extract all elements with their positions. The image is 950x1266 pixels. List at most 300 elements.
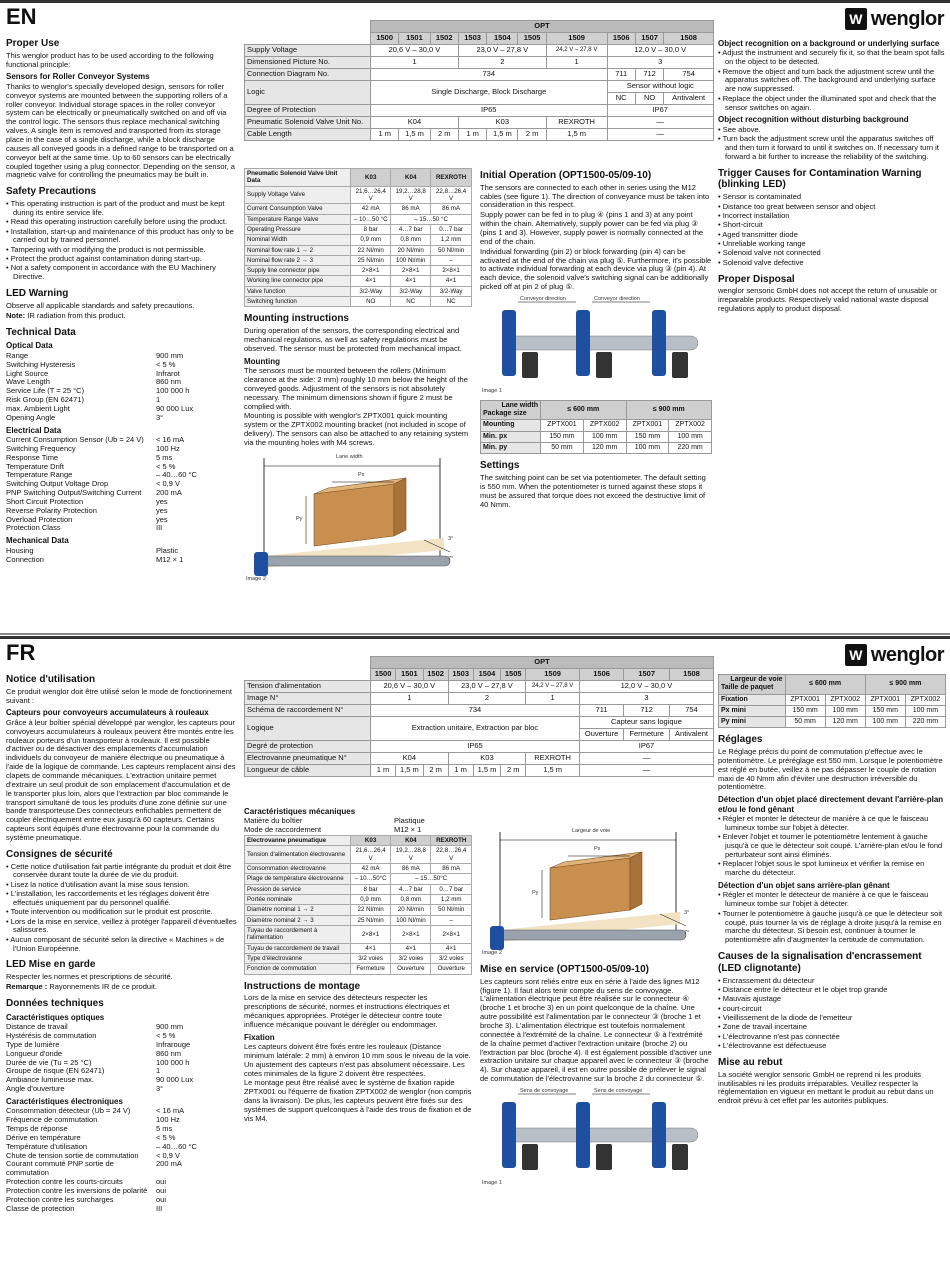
logic-sub-title: Capteur sans logique (579, 717, 713, 729)
wenglor-logo-icon: W (845, 8, 867, 30)
valve-value: K03 (458, 117, 546, 129)
valve-cell: 4×1 (391, 276, 431, 286)
valve-cell: 86 mA (391, 204, 431, 214)
trigger-items (718, 977, 946, 1051)
pkg-cell: ZPTX002 (825, 694, 865, 705)
cable-value: 1 m (371, 765, 396, 777)
opt-model: 1501 (399, 33, 430, 45)
list-item: • Lisez la notice d'utilisation avant la mise sous tension. (6, 881, 238, 890)
valve-cell: 20 Nl/min (391, 905, 431, 915)
valve-cell: 4…7 bar (391, 884, 431, 894)
spec-label: PNP Switching Output/Switching Current (6, 488, 142, 498)
column-operation (480, 822, 712, 1266)
column-general (6, 32, 238, 632)
pkg-head: ≤ 600 mm (785, 675, 865, 695)
spec-label: Hystérésis de commutation (6, 1031, 97, 1041)
valve-value: K04 (371, 117, 459, 129)
valve-cell: – 15…50°C (391, 874, 472, 884)
dim-value: 1 (526, 693, 580, 705)
valve-cell: 8 bar (350, 884, 390, 894)
cable-value: 1 m (458, 129, 486, 141)
valve-cell: 0,9 mm (351, 235, 391, 245)
section-divider (0, 633, 950, 635)
electrical-title: Electrical Data (6, 425, 62, 435)
valve-cell: 86 mA (431, 204, 472, 214)
valve-cell: 1,2 mm (431, 235, 472, 245)
spec-label: Durée de vie (Tu = 25 °C) (6, 1057, 92, 1067)
pkg-cell: 220 mm (669, 442, 712, 453)
valve-cell: Ouverture (391, 964, 431, 974)
package-table (480, 400, 712, 454)
column-valve-mounting (244, 804, 472, 1266)
supply-value: 12,0 V – 30,0 V (607, 45, 714, 57)
opt-model: 1505 (501, 669, 526, 681)
mounting-title: Instructions de montage (244, 980, 361, 992)
mech-specs-fr (244, 817, 472, 835)
sensor-unit (502, 1102, 516, 1168)
valve-row (245, 286, 472, 296)
valve-cell: 4×1 (350, 943, 390, 953)
pkg-cell: Min. px (481, 431, 541, 442)
package-size-label: Taille de paquet (721, 684, 774, 692)
opt-model: 1507 (624, 669, 670, 681)
valve-label: Pneumatic Solenoid Valve Unit No. (245, 117, 371, 129)
pkg-row (481, 442, 712, 453)
valve-cell: 3/2-Way (431, 286, 472, 296)
mech-specs (6, 547, 238, 565)
pkg-head: ≤ 900 mm (626, 400, 711, 420)
spec-value: < 0,9 V (156, 1150, 180, 1160)
pkg-row (719, 705, 946, 716)
valve-unit (522, 352, 538, 378)
conn-row (245, 705, 714, 717)
valve-cell: 22 Nl/min (350, 905, 390, 915)
pkg-head: ≤ 600 mm (541, 400, 626, 420)
valve-unit (596, 1144, 612, 1170)
mounting-text3: Le montage peut être réalisé avec le système de fixation rapide ZPTX001 ou l'équerre de fixation ZPTX002 de wenglor (non compris dans la livraison). De plus, les capteurs peuvent être fixés sur des systèmes de support quelconques à l'aide des trous de fixation et de vis M4. (244, 1078, 472, 1123)
spec-value: 3° (156, 1084, 164, 1094)
valve-cell: 0,9 mm (350, 895, 390, 905)
opt-header: OPT (371, 657, 714, 669)
brand-name: wenglor (870, 644, 944, 666)
valve-cell: Pression de service (245, 884, 351, 894)
image2-caption: Image 2 (246, 575, 266, 582)
pkg-cell: 100 mm (583, 431, 626, 442)
list-item: • Distance too great between sensor and object (718, 203, 946, 212)
valve-cell: 22,8…26,4 V (431, 846, 472, 864)
valve-cell: 0…7 bar (431, 224, 472, 234)
valve-cell: – (431, 915, 472, 925)
pkg-head: ≤ 900 mm (865, 675, 945, 695)
conveyor-direction-label: Sens de convoyage (594, 1087, 643, 1094)
spec-label: Ambiance lumineuse max. (6, 1075, 94, 1085)
logic-value: Single Discharge, Block Discharge (371, 81, 608, 105)
valve-cell: 100 Nl/min (391, 915, 431, 925)
valve-row (245, 297, 472, 307)
pkg-cell: 100 mm (626, 442, 669, 453)
degree-row (245, 105, 714, 117)
spec-label: Service Life (T = 25 °C) (6, 386, 85, 396)
list-item: • Encrassement du détecteur (718, 977, 946, 986)
spec-value: 860 nm (156, 1048, 182, 1058)
valve-cell: – 10…50°C (350, 874, 390, 884)
spec-value: yes (156, 496, 168, 506)
valve-cell: Nominal Width (245, 235, 351, 245)
pkg-cell: Fixation (719, 694, 786, 705)
valve-cell: Tuyau de raccordement de travail (245, 943, 351, 953)
language-code: FR (6, 640, 36, 665)
list-item: • Sensor is contaminated (718, 193, 946, 202)
degree-value: IP67 (579, 741, 713, 753)
valve-cell: 2×8×1 (391, 925, 431, 943)
valve-row (245, 846, 472, 864)
list-item: • L'installation, les raccordements et les réglages doivent être effectués uniquement par du personnel qualifié. (6, 890, 238, 908)
opt-model: 1502 (430, 33, 458, 45)
trigger-title: Causes de la signalisation d'encrassement (LED clignotante) (718, 951, 922, 974)
valve-cell: 0,8 mm (391, 895, 431, 905)
list-item: • Régler et monter le détecteur de manière à ce que le faisceau lumineux tombe sur l'objet à détecter. (718, 891, 946, 909)
valve-cell: Current Consumption Valve (245, 204, 351, 214)
angle-7-label: 7° (684, 930, 690, 936)
proper-use-title: Proper Use (6, 38, 60, 49)
supply-row (245, 681, 714, 693)
initial-title: Mise en service (OPT1500-05/09-10) (480, 964, 649, 975)
supply-label: Supply Voltage (245, 45, 371, 57)
list-item: • Incorrect installation (718, 212, 946, 221)
trigger-items (718, 193, 946, 267)
logic-label: Logique (245, 717, 371, 741)
valve-cell: – (431, 255, 472, 265)
dim-value: 2 (448, 693, 526, 705)
valve-cell: 2×8×1 (351, 266, 391, 276)
spec-value: < 5 % (156, 359, 176, 369)
spec-value: yes (156, 514, 168, 524)
list-item: • Replace the object under the illuminated spot and check that the sensor switches on again. (718, 95, 946, 113)
package-table (718, 674, 946, 728)
pkg-row (719, 717, 946, 728)
supply-value: 23,0 V – 27,8 V (448, 681, 526, 693)
valve-unit (672, 352, 688, 378)
package-side (394, 478, 406, 536)
logic-sub: Antivalent (664, 93, 714, 105)
valve-cell: 50 Nl/min (431, 245, 472, 255)
initial-text: Les capteurs sont reliés entre eux en série à l'aide des lignes M12 (figure 1). Il faut alors tenir compte du sens de convoyage. L'alimentation électrique peut être réalisée sur le connecteur ④ (broche 1 et broche 3) en un point quelconque de la chaîne. Une autre possibilité est l'alimentation par le connecteur ③ (broche 1 et broche 3). L'alimentation électrique est toutefois normalement connectée à l'extrémité de la chaîne. Le connecteur ⑤ à l'extrémité de la chaîne permet d'activer l'extraction unitaire (broche 2) ou l'extraction par bloc (broche 4). Il est également possible d'activer une extraction unitaire sur chaque appareil avec le connecteur ③ (broche 4). Sur chaque appareil, il est en outre possible de prélever le signal de commutation de l'électrovanne sur la broche 2 du connecteur ⑤. (480, 976, 712, 1084)
list-item: • Aucun composant de sécurité selon la directive « Machines » de l'Union Européenne. (6, 936, 238, 954)
degree-value: IP65 (371, 741, 580, 753)
spec-label: Overload Protection (6, 514, 73, 524)
valve-cell: 42 mA (350, 864, 390, 874)
pkg-cell: 120 mm (825, 717, 865, 728)
valve-value: — (607, 117, 714, 129)
valve-value: — (579, 753, 713, 765)
pkg-cell: 220 mm (905, 717, 945, 728)
spec-label: Response Time (6, 452, 59, 462)
conn-label: Connection Diagram No. (245, 69, 371, 81)
spec-label: Mode de raccordement (244, 825, 322, 835)
spec-value: Plastique (394, 816, 425, 826)
angle-3-label: 3° (684, 910, 690, 916)
spec-label: Range (6, 350, 29, 360)
valve-cell: NC (431, 297, 472, 307)
opt-model: 1500 (371, 669, 396, 681)
roller-diagram-svg (244, 452, 466, 584)
list-item: • Zone de travail incertaine (718, 1023, 946, 1032)
sensor-unit (652, 1102, 666, 1168)
opt-model: 1504 (487, 33, 518, 45)
pkg-cell: 150 mm (541, 431, 584, 442)
spec-value: oui (156, 1177, 167, 1187)
dim-value: 3 (579, 693, 713, 705)
list-item: • Installation, start-up and maintenance of this product has only to be carried out by trained personnel. (6, 228, 238, 246)
spec-label: Température d'utilisation (6, 1141, 88, 1151)
mech-title: Mechanical Data (6, 536, 69, 546)
spec-value: 200 mA (156, 488, 182, 498)
initial-text: The sensors are connected to each other in series using the M12 cables (see figure 1). The direction of conveyance must be taken into consideration in this respect. (480, 182, 710, 210)
valve-cell: – 10…50 °C (351, 214, 391, 224)
language-code: EN (6, 4, 37, 29)
disposal-text: La société wenglor sensoric GmbH ne reprend ni les produits inutilisables ni les produits irréparables. Veuillez respecter la réglementation en vigueur en mettant le produit au rebut dans un endroit prévu à cet effet par les autorités publiques. (718, 1069, 934, 1106)
valve-row (245, 186, 472, 204)
valve-row (245, 235, 472, 245)
supply-value: 23,0 V – 27,8 V (458, 45, 546, 57)
pkg-cell: 150 mm (626, 431, 669, 442)
valve-value: K03 (448, 753, 526, 765)
valve-cell: NO (351, 297, 391, 307)
valve-label: Electrovanne pneumatique N° (245, 753, 371, 765)
list-item: • Read this operating instruction carefully before using the product. (6, 218, 238, 227)
valve-cell: Switching function (245, 297, 351, 307)
cable-value: 1,5 m (473, 765, 500, 777)
brand-name: wenglor (870, 8, 944, 30)
recog2-items (718, 891, 946, 945)
list-item: • Toute intervention ou modification sur le produit est proscrite. (6, 908, 238, 917)
valve-cell: 21,6…26,4 V (351, 186, 391, 204)
logic-row (245, 717, 714, 729)
valve-cell: Nominal flow rate 1 → 2 (245, 245, 351, 255)
list-item: • Solenoid valve not connected (718, 249, 946, 258)
degree-value: IP65 (371, 105, 608, 117)
led-text: Respecter les normes et prescriptions de sécurité. (6, 972, 173, 982)
mounting-sub: Fixation (244, 1032, 275, 1042)
valve-row (245, 276, 472, 286)
dim-label: Dimensioned Picture No. (245, 57, 371, 69)
logic-sub: NO (635, 93, 663, 105)
cable-row (245, 765, 714, 777)
valve-row (245, 925, 472, 943)
list-item: • Solenoid valve defective (718, 259, 946, 268)
opt-model: 1504 (473, 669, 500, 681)
pkg-cell: ZPTX002 (583, 420, 626, 431)
list-item: • Enlever l'objet et tourner le potentiomètre lentement à gauche jusqu'à ce que le détecteur soit coupé. L'arrière-plan et/ou le fond perturbateur sont ainsi éliminés. (718, 833, 946, 860)
px-label: Px (358, 471, 365, 478)
opt-model: 1505 (518, 33, 546, 45)
spec-value: 100 Hz (156, 1115, 180, 1125)
valve-cell: 42 mA (351, 204, 391, 214)
spec-label: Protection contre les surcharges (6, 1194, 114, 1204)
valve-row (245, 245, 472, 255)
supply-value: 12,0 V – 30,0 V (579, 681, 713, 693)
valve-head-row (245, 169, 472, 187)
spec-value: – 40…60 °C (156, 1141, 197, 1151)
spec-value: III (156, 523, 163, 533)
spec-label: Courant commuté PNP sortie de commutation (6, 1159, 114, 1178)
conveyor-svg (480, 1088, 706, 1188)
valve-cell: 25 Nl/min (350, 915, 390, 925)
pkg-cell: Px mini (719, 705, 786, 716)
column-general (6, 668, 238, 1266)
supply-row (245, 45, 714, 57)
recog-items (718, 49, 946, 112)
valve-cell: Valve function (245, 286, 351, 296)
spec-label: Protection Class (6, 523, 61, 533)
valve-cell: 25 Nl/min (351, 255, 391, 265)
mounting-diagram (480, 826, 702, 958)
spec-label: Protection contre les inversions de polarité (6, 1185, 148, 1195)
conn-value: 754 (664, 69, 714, 81)
spec-label: Protection contre les courts-circuits (6, 1177, 123, 1187)
opt-model: 1503 (448, 669, 473, 681)
pkg-cell: ZPTX001 (541, 420, 584, 431)
sensor-body (490, 926, 504, 950)
opt-table-wrap (244, 20, 714, 141)
dim-value: 1 (371, 693, 449, 705)
opt-table (244, 656, 714, 777)
disposal-title: Mise au rebut (718, 1056, 783, 1068)
spec-value: 100 000 h (156, 386, 190, 396)
mounting-title: Mounting instructions (244, 313, 349, 325)
valve-row (245, 874, 472, 884)
led-note-label: Note: (6, 310, 26, 320)
conn-value: 734 (371, 705, 580, 717)
valve-cell: 50 Nl/min (431, 905, 472, 915)
mounting-text2: The sensors must be mounted between the rollers (Minimum clearance at the side: 2 mm) roughly 10 mm below the height of the conveyed goods. Adjustment of the sensors is not absolutely necessary. The minimum dimensions shown if figure 2 must be complied with. (244, 366, 468, 411)
dim-label: Image N° (245, 693, 371, 705)
pkg-corner (719, 675, 786, 695)
electrical-specs (6, 436, 238, 533)
package-box (550, 858, 630, 920)
conn-value: 754 (670, 705, 714, 717)
valve-cell: Operating Pressure (245, 224, 351, 234)
spec-label: Current Consumption Sensor (Ub = 24 V) (6, 435, 144, 444)
degree-label: Degree of Protection (245, 105, 371, 117)
opt-table (244, 20, 714, 141)
spec-value: 90 000 Lux (156, 403, 194, 413)
cable-value: 1,5 m (399, 129, 430, 141)
safety-title: Consignes de sécurité (6, 848, 113, 860)
valve-row (245, 943, 472, 953)
lane-width-label: Largeur de voie (572, 828, 611, 834)
valve-head: REXROTH (431, 169, 472, 187)
safety-title: Safety Precautions (6, 186, 97, 198)
valve-head: K04 (391, 836, 431, 846)
sensor-unit (576, 310, 590, 376)
list-item: • Cette notice d'utilisation fait partie intégrante du produit et doit être conservée durant toute la durée de vie du produit. (6, 863, 238, 881)
spec-label: Longueur d'onde (6, 1048, 63, 1058)
electrical-title: Caractéristiques électroniques (6, 1096, 123, 1106)
spec-label: Temps de réponse (6, 1124, 68, 1134)
initial-text2: Supply power can be fed in to plug ④ (pins 1 and 3) at any point within the chain. Alternatively, supply power can be fed via plug ③ (pins 1 and 3). However, supply power is normally connected at the end of the chain. (480, 210, 704, 246)
mounting-text: During operation of the sensors, the corresponding electrical and mechanical regulations, as well as safety regulations must be observed. The sensor must be protected from mechanical impact. (244, 326, 462, 353)
spec-label: Angle d'ouverture (6, 1084, 65, 1094)
opt-model: 1501 (396, 669, 423, 681)
pkg-cell: 100 mm (669, 431, 712, 442)
cable-value: 1 m (448, 765, 473, 777)
list-item: • Not a safety component in accordance with the EU Machinery Directive. (6, 264, 238, 282)
valve-cell: 22,8…26,4 V (431, 186, 472, 204)
tech-title: Données techniques (6, 997, 104, 1009)
spec-value: < 5 % (156, 1132, 176, 1142)
spec-value: 1 (156, 1066, 161, 1076)
valve-head-row (245, 836, 472, 846)
spec-value: oui (156, 1194, 167, 1204)
valve-cell: Tuyau de raccordement à l'alimentation (245, 925, 351, 943)
conveyor-direction-label: Conveyor direction (594, 295, 640, 302)
spec-value: 90 000 Lux (156, 1075, 194, 1085)
pkg-cell: 150 mm (785, 705, 825, 716)
pkg-cell: ZPTX002 (669, 420, 712, 431)
conveyor-svg (480, 296, 706, 396)
spec-value: < 5 % (156, 461, 176, 471)
logic-value: Extraction unitaire, Extraction par bloc (371, 717, 580, 741)
list-item: • L'électrovanne est défectueuse (718, 1042, 946, 1051)
spec-value: M12 × 1 (156, 554, 184, 564)
valve-cell: 0…7 bar (431, 884, 472, 894)
conn-value: 712 (624, 705, 670, 717)
trigger-title: Trigger Causes for Contamination Warning (blinking LED) (718, 167, 922, 191)
dim-value: 1 (371, 57, 459, 69)
cable-value: 2 m (501, 765, 526, 777)
spec-label: Dérive en température (6, 1132, 81, 1142)
pkg-corner (481, 400, 541, 420)
list-item: • See above. (718, 126, 946, 135)
valve-cell: 20 Nl/min (391, 245, 431, 255)
valve-cell: 19,2…28,8 V (391, 846, 431, 864)
valve-row (245, 224, 472, 234)
opt-header: OPT (371, 21, 714, 33)
opt-model: 1506 (607, 33, 635, 45)
led-note (6, 983, 238, 992)
spec-label: Matière du boîtier (244, 816, 303, 826)
cable-value: 2 m (430, 129, 458, 141)
led-note-text: Rayonnements IR de ce produit. (47, 982, 157, 992)
sensor-body (254, 552, 268, 576)
roller (260, 556, 450, 566)
opt-model: 1502 (423, 669, 448, 681)
list-item: • court-circuit (718, 1005, 946, 1014)
spec-label: Wave Length (6, 377, 50, 387)
valve-cell: 4×1 (351, 276, 391, 286)
mounting-sub: Mounting (244, 356, 280, 366)
cable-label: Cable Length (245, 129, 371, 141)
list-item: • Vieillissement de la diode de l'emetteur (718, 1014, 946, 1023)
column-recognition (718, 674, 946, 1266)
valve-row (245, 905, 472, 915)
cable-value: 2 m (518, 129, 546, 141)
settings-text: The switching point can be set via potentiometer. The default setting is 550 mm. When the potentiometer is turned against these stops it must be assured that torque does not exceed the destructive limit of 40 Nmm. (480, 472, 706, 509)
cable-value: 1 m (371, 129, 399, 141)
px-label: Px (594, 846, 601, 852)
pkg-cell: 50 mm (785, 717, 825, 728)
list-item: • Adjust the instrument and securely fix it, so that the beam spot falls on the object to be detected. (718, 49, 946, 67)
spec-label: max. Ambient Light (6, 403, 70, 413)
optical-title: Caractéristiques optiques (6, 1012, 105, 1022)
initial-text3: Individual forwarding (pin 2) or block forwarding (pin 4) can be activated at the end of the chain via plug ⑤. Furthermore, it's possible to activate individual forwarding at each device via plug ③ (pin 4). At each device, the solenoid valve's switching signal can be additionally picked off at pin 2 of plug ⑤. (480, 246, 712, 292)
list-item: • Distance entre le détecteur et le objet trop grande (718, 986, 946, 995)
pkg-cell: 50 mm (541, 442, 584, 453)
valve-head: K03 (351, 169, 391, 187)
valve-row (245, 964, 472, 974)
mounting-text3: Mounting is possible with wenglor's ZPTX001 quick mounting system or the ZPTX002 mounting bracket (not included in scope of delivery). The sensors can also be attached to any retaining system via the mounting holes with M4 screws. (244, 411, 469, 447)
